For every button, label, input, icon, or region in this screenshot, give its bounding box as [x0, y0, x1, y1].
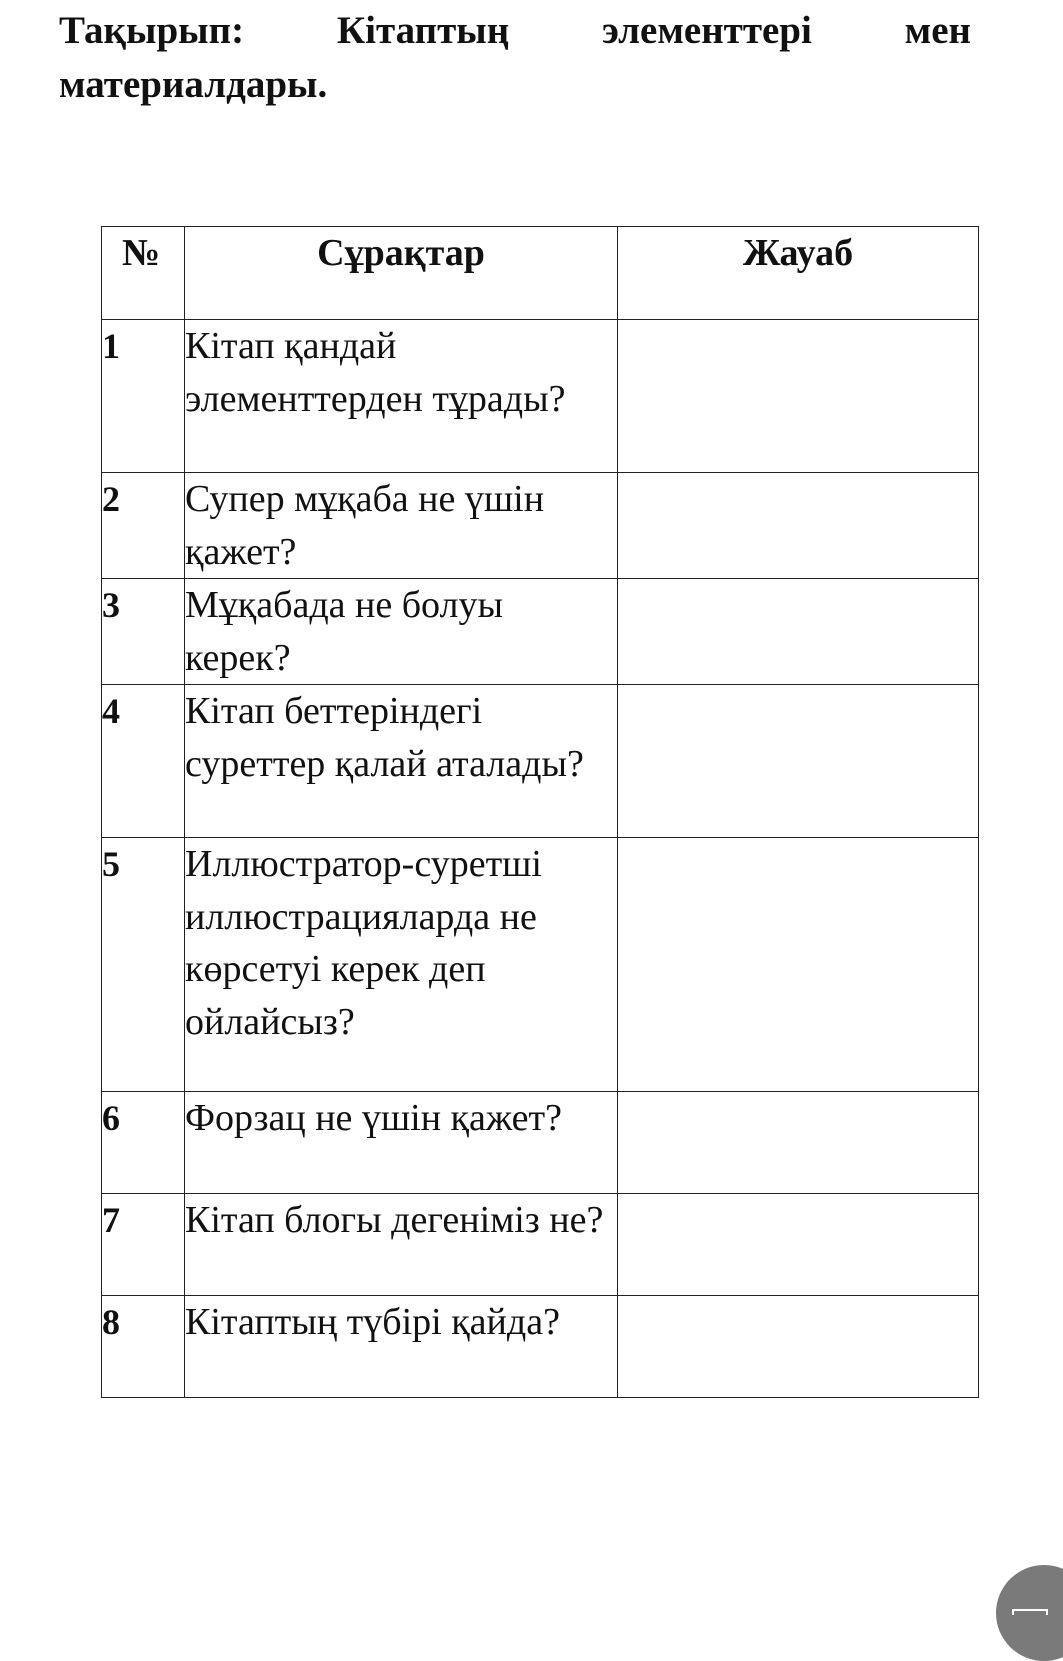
row-question: Кітап қандай элементтерден тұрады?	[185, 320, 618, 473]
row-number: 5	[102, 838, 185, 1092]
row-question: Кітап блогы дегеніміз не?	[185, 1194, 618, 1296]
scroll-up-button[interactable]	[996, 1565, 1063, 1661]
table-row	[102, 1194, 979, 1296]
row-answer-cell[interactable]	[618, 473, 979, 579]
row-question: Форзац не үшін қажет?	[185, 1092, 618, 1194]
row-answer-cell[interactable]	[618, 579, 979, 685]
row-question: Кітап беттеріндегі суреттер қалай аталады?	[185, 685, 618, 838]
header-number: №	[102, 227, 185, 320]
scroll-up-icon	[1012, 1609, 1048, 1615]
table-row	[102, 1296, 979, 1398]
row-number: 6	[102, 1092, 185, 1194]
table-row	[102, 473, 979, 579]
row-number: 7	[102, 1194, 185, 1296]
table-header-row	[102, 227, 979, 320]
row-answer-cell[interactable]	[618, 685, 979, 838]
row-answer-cell[interactable]	[618, 838, 979, 1092]
row-number: 1	[102, 320, 185, 473]
page-title: Тақырып: Кітаптың элементтері мен материалдары.	[59, 9, 971, 106]
row-number: 2	[102, 473, 185, 579]
row-answer-cell[interactable]	[618, 1296, 979, 1398]
row-question: Иллюстратор-суретші иллюстрацияларда не көрсетуі керек деп ойлайсыз?	[185, 838, 618, 1092]
row-question: Мұқабада не болуы керек?	[185, 579, 618, 685]
row-answer-cell[interactable]	[618, 1092, 979, 1194]
questions-table	[101, 226, 979, 1398]
row-question: Супер мұқаба не үшін қажет?	[185, 473, 618, 579]
table-row	[102, 320, 979, 473]
row-number: 3	[102, 579, 185, 685]
row-number: 8	[102, 1296, 185, 1398]
row-number: 4	[102, 685, 185, 838]
row-answer-cell[interactable]	[618, 320, 979, 473]
row-answer-cell[interactable]	[618, 1194, 979, 1296]
header-answer: Жауаб	[618, 227, 979, 320]
table-row	[102, 838, 979, 1092]
row-question: Кітаптың түбірі қайда?	[185, 1296, 618, 1398]
table-body	[102, 320, 979, 1398]
table-row	[102, 1092, 979, 1194]
header-questions: Сұрақтар	[185, 227, 618, 320]
table-row	[102, 685, 979, 838]
table-row	[102, 579, 979, 685]
